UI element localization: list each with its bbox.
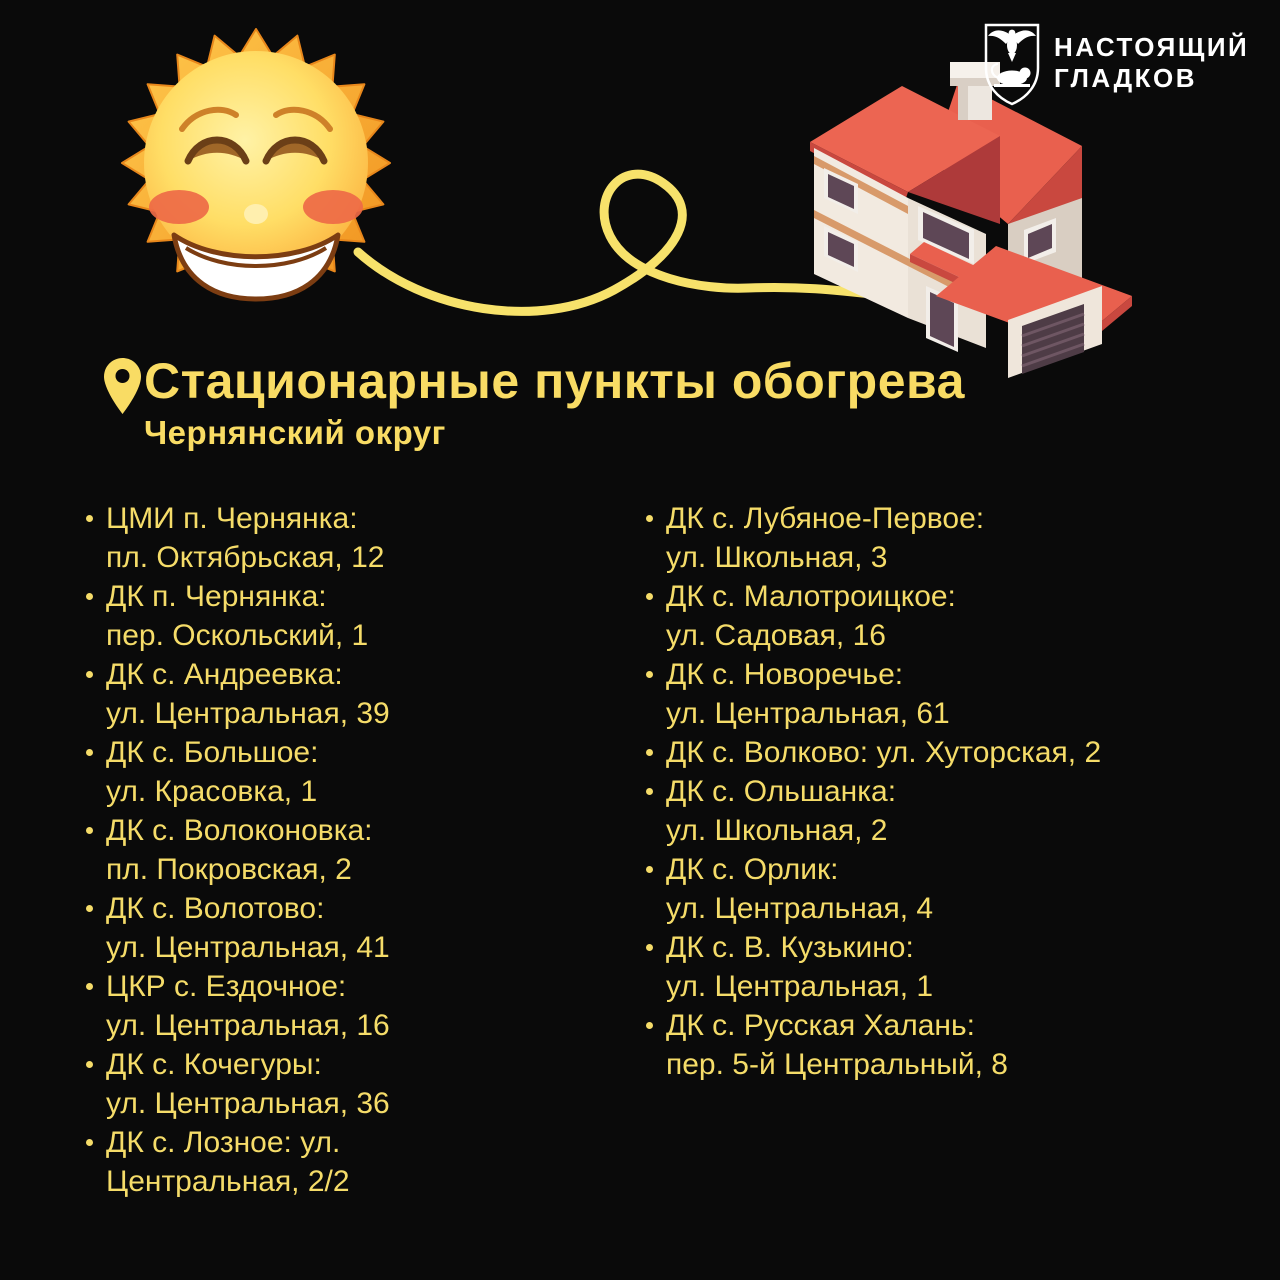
bullet-dot [646, 749, 653, 756]
heating-point-text: ДК с. Волоконовка: пл. Покровская, 2 [106, 814, 373, 886]
heating-point-item [644, 733, 1244, 772]
header [102, 352, 1182, 452]
heating-point-text: ДК с. В. Кузькино: ул. Центральная, 1 [666, 931, 934, 1003]
heating-points-column-left [84, 499, 624, 1201]
bullet-dot [86, 827, 93, 834]
emblem-lion [992, 64, 1031, 87]
heating-point-item [84, 733, 624, 811]
heating-point-item [84, 1045, 624, 1123]
bullet-dot [86, 593, 93, 600]
heating-point-item [84, 811, 624, 889]
bullet-dot [646, 515, 653, 522]
logo [980, 20, 1260, 112]
heating-point-item [84, 655, 624, 733]
heating-point-text: ДК с. Русская Халань: пер. 5-й Центральный, 8 [666, 1009, 1008, 1081]
heating-point-item [84, 499, 624, 577]
bullet-dot [646, 671, 653, 678]
heating-point-text: ДК с. Орлик: ул. Центральная, 4 [666, 853, 934, 925]
heating-point-item [84, 889, 624, 967]
logo-line1: НАСТОЯЩИЙ [1054, 32, 1250, 62]
belgorod-coat-of-arms-icon [980, 20, 1044, 108]
house-chimney-shade [958, 86, 968, 120]
heating-point-text: ДК с. Большое: ул. Красовка, 1 [106, 736, 319, 808]
bullet-dot [646, 866, 653, 873]
bullet-dot [86, 983, 93, 990]
heating-point-item [84, 1123, 624, 1201]
heating-point-item [84, 577, 624, 655]
smiling-sun-emoji [116, 22, 396, 304]
heating-point-item [644, 772, 1244, 850]
page-title: Стационарные пункты обогрева [144, 353, 965, 409]
heating-point-item [644, 1006, 1244, 1084]
heating-point-text: ДК с. Новоречье: ул. Центральная, 61 [666, 658, 950, 730]
bullet-dot [86, 1061, 93, 1068]
heating-point-text: ДК с. Лозное: ул. Центральная, 2/2 [106, 1126, 350, 1198]
bullet-dot [86, 515, 93, 522]
heating-point-item [644, 928, 1244, 1006]
heating-point-text: ДК с. Ольшанка: ул. Школьная, 2 [666, 775, 897, 847]
heating-point-item [644, 850, 1244, 928]
heating-point-text: ДК с. Волотово: ул. Центральная, 41 [106, 892, 390, 964]
heating-point-item [644, 655, 1244, 733]
heating-point-text: ЦКР с. Ездочное: ул. Центральная, 16 [106, 970, 390, 1042]
bullet-dot [86, 671, 93, 678]
sun-cheek-right [303, 190, 363, 224]
heating-points-column-right [644, 499, 1244, 1084]
bullet-dot [86, 1139, 93, 1146]
emblem-eagle [988, 30, 1036, 62]
bullet-dot [646, 593, 653, 600]
heating-point-text: ДК с. Кочегуры: ул. Центральная, 36 [106, 1048, 390, 1120]
heating-point-item [644, 577, 1244, 655]
heating-point-text: ДК с. Андреевка: ул. Центральная, 39 [106, 658, 390, 730]
page-subtitle: Чернянский округ [144, 414, 446, 451]
heating-point-item [84, 967, 624, 1045]
location-pin-icon [104, 358, 141, 414]
sun-cheek-left [149, 190, 209, 224]
heating-point-text: ДК с. Лубяное-Первое: ул. Школьная, 3 [666, 502, 985, 574]
heating-point-item [644, 499, 1244, 577]
bullet-dot [86, 905, 93, 912]
heating-point-text: ДК с. Волково: ул. Хуторская, 2 [666, 736, 1102, 769]
bullet-dot [646, 944, 653, 951]
bullet-dot [86, 749, 93, 756]
heating-point-text: ЦМИ п. Чернянка: пл. Октябрьская, 12 [106, 502, 385, 574]
logo-line2: ГЛАДКОВ [1054, 63, 1197, 93]
bullet-dot [646, 1022, 653, 1029]
bullet-dot [646, 788, 653, 795]
heating-point-text: ДК с. Малотроицкое: ул. Садовая, 16 [666, 580, 956, 652]
heating-point-text: ДК п. Чернянка: пер. Оскольский, 1 [106, 580, 369, 652]
sun-nose [244, 204, 268, 224]
